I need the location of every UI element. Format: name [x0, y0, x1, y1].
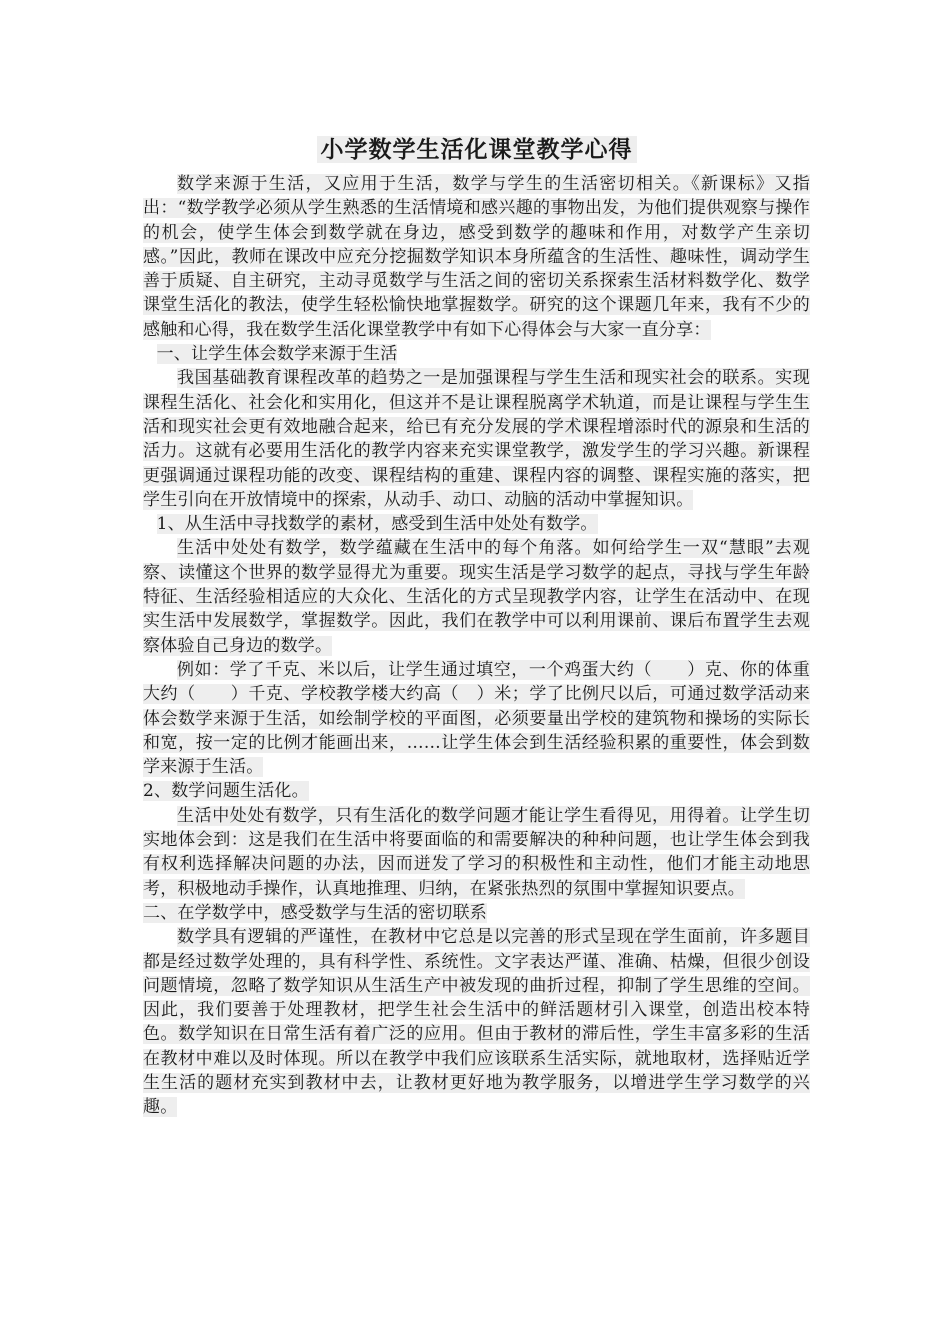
subsection-heading-1: 1、从生活中寻找数学的素材，感受到生活中处处有数学。 — [156, 514, 598, 535]
example-paragraph: 例如：学了千克、米以后，让学生通过填空，一个鸡蛋大约（ ）克、你的体重大约（ ）千克、学校教学楼大约高（ ）米；学了比例尺以后，可通过数学活动来体会数学来源于生活，如绘制学校的平面图，必须要量出学校的建筑物和操场的实际长和宽，按一定的比例才能画出来，……让学生体会到生活经验积累的重要性，体会到数学来源于生活。 — [143, 659, 810, 778]
body-paragraph: 生活中处处有数学，数学蕴藏在生活中的每个角落。如何给学生一双“慧眼”去观察、读懂这个世界的数学显得尤为重要。现实生活是学习数学的起点，寻找与学生年龄特征、生活经验相适应的大众化、生活化的方式呈现教学内容，让学生在活动中、在现实生活中发展数学，掌握数学。因此，我们在教学中可以利用课前、课后布置学生去观察体验自己身边的数学。 — [143, 538, 810, 656]
document-body — [143, 132, 810, 1120]
section-heading-1: 一、让学生体会数学来源于生活 — [156, 344, 398, 365]
body-paragraph: 我国基础教育课程改革的趋势之一是加强课程与学生生活和现实社会的联系。实现课程生活化、社会化和实用化，但这并不是让课程脱离学术轨道，而是让课程与学生生活和现实社会更有效地融合起来，给已有充分发展的学术课程增添时代的源泉和生活的活力。这就有必要用生活化的教学内容来充实课堂教学，激发学生的学习兴趣。新课程更强调通过课程功能的改变、课程结构的重建、课程内容的调整、课程实施的落实，把学生引向在开放情境中的探索，从动手、动口、动脑的活动中掌握知识。 — [143, 368, 810, 510]
body-paragraph: 生活中处处有数学，只有生活化的数学问题才能让学生看得见，用得着。让学生切实地体会到：这是我们在生活中将要面临的和需要解决的种种问题，也让学生体会到我有权利选择解决问题的办法，因而迸发了学习的积极性和主动性，他们才能主动地思考，积极地动手操作，认真地推理、归纳，在紧张热烈的氛围中掌握知识要点。 — [143, 805, 810, 899]
body-paragraph: 数学具有逻辑的严谨性，在教材中它总是以完善的形式呈现在学生面前，许多题目都是经过数学处理的，具有科学性、系统性。文字表达严谨、准确、枯燥，但很少创设问题情境，忽略了数学知识从生活生产中被发现的曲折过程，抑制了学生思维的空间。因此，我们要善于处理教材，把学生社会生活中的鲜活题材引入课堂，创造出校本特色。数学知识在日常生活有着广泛的应用。但由于教材的滞后性，学生丰富多彩的生活在教材中难以及时体现。所以在教学中我们应该联系生活实际，就地取材，选择贴近学生生活的题材充实到教材中去，让教材更好地为教学服务，以增进学生学习数学的兴趣。 — [143, 927, 810, 1118]
section-heading-2: 二、在学数学中，感受数学与生活的密切联系 — [143, 902, 487, 923]
intro-paragraph: 数学来源于生活，又应用于生活，数学与学生的生活密切相关。《新课标》又指出：“数学教学必须从学生熟悉的生活情境和感兴趣的事物出发，为他们提供观察与操作的机会，使学生体会到数学就在身边，感受到数学的趣味和作用，对数学产生亲切感。”因此，教师在课改中应充分挖掘数学知识本身所蕴含的生活性、趣味性，调动学生善于质疑、自主研究，主动寻觅数学与生活之间的密切关系探索生活材料数学化、数学课堂生活化的教法，使学生轻松愉快地掌握数学。研究的这个课题几年来，我有不少的感触和心得，我在数学生活化课堂教学中有如下心得体会与大家一直分享： — [143, 174, 810, 340]
subsection-heading-2: 2、数学问题生活化。 — [143, 781, 309, 802]
document-title: 小学数学生活化课堂教学心得 — [143, 132, 810, 168]
